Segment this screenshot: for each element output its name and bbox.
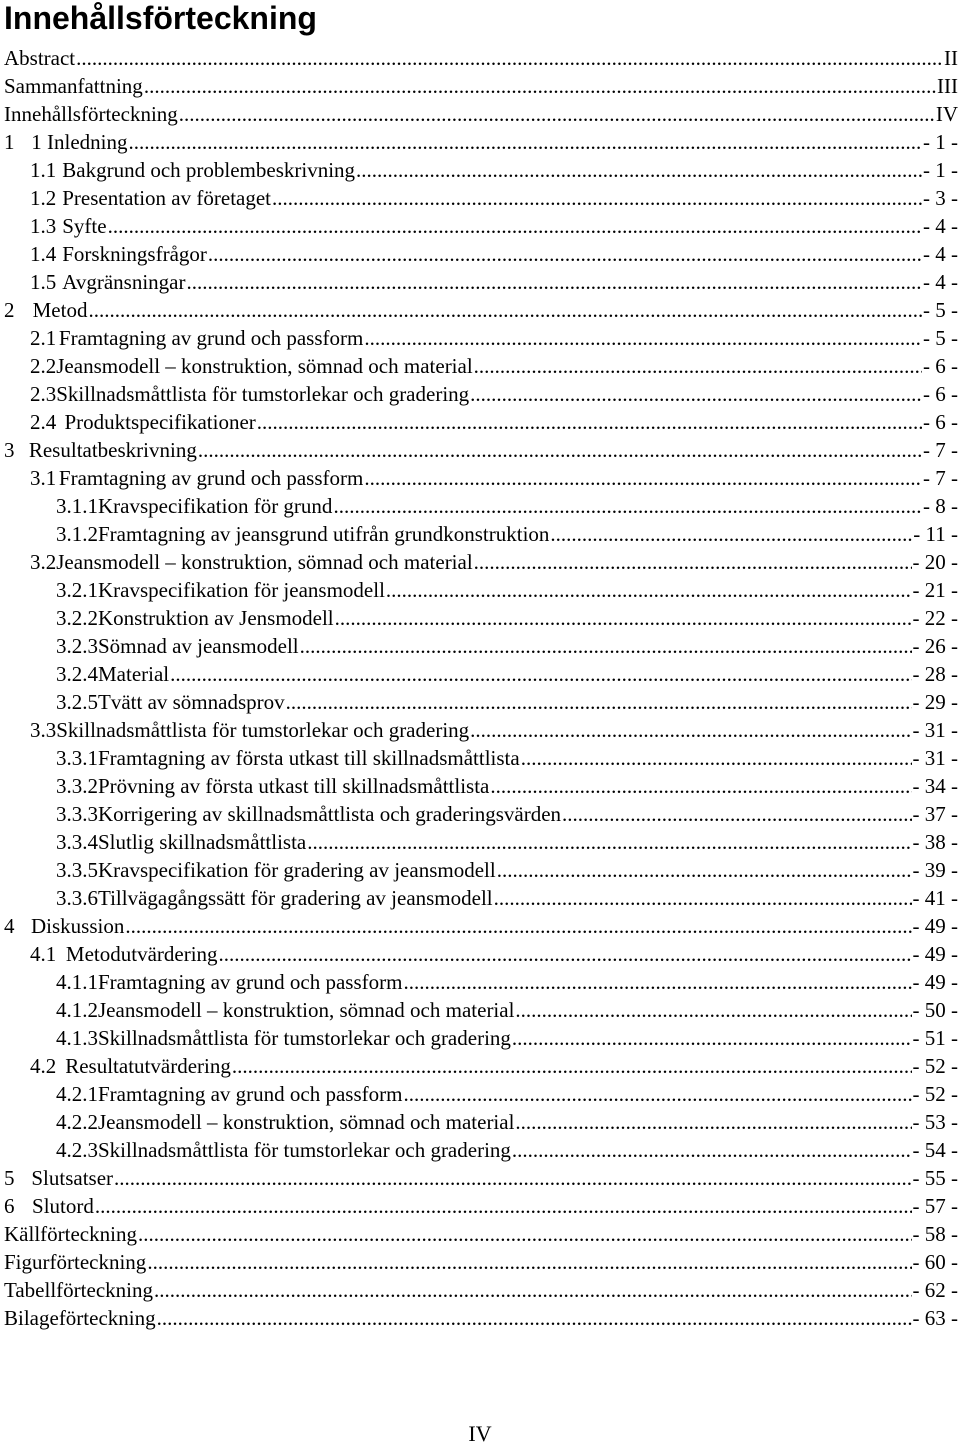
- dot-leader: [562, 800, 911, 828]
- toc-entry-page: - 52 -: [912, 1054, 958, 1078]
- dot-leader: [521, 744, 912, 772]
- toc-entry-label: Skillnadsmåttlista för tumstorlekar och gradering: [56, 718, 470, 742]
- toc-entry[interactable]: [0, 744, 958, 772]
- toc-entry[interactable]: [0, 632, 958, 660]
- toc-entry-number: 3.2.3: [56, 634, 98, 658]
- toc-entry-page: II: [944, 46, 958, 70]
- toc-entry[interactable]: [0, 940, 958, 968]
- toc-entry[interactable]: [0, 408, 958, 436]
- toc-entry[interactable]: [0, 800, 958, 828]
- dot-leader: [364, 324, 922, 352]
- toc-entry[interactable]: [0, 1164, 958, 1192]
- dot-leader: [356, 156, 922, 184]
- toc-entry-number: 4.1.2: [56, 998, 98, 1022]
- dot-leader: [333, 492, 922, 520]
- dot-leader: [154, 1276, 912, 1304]
- toc-entry[interactable]: [0, 128, 958, 156]
- toc-entry-page: III: [937, 74, 958, 98]
- toc-entry-page: - 38 -: [912, 830, 958, 854]
- toc-entry-number: 3.3.6: [56, 886, 98, 910]
- toc-entry-page: - 11 -: [913, 522, 958, 546]
- dot-leader: [403, 968, 911, 996]
- toc-entry-number: 1.4: [30, 242, 57, 266]
- dot-leader: [219, 940, 912, 968]
- toc-entry[interactable]: [0, 184, 958, 212]
- toc-entry-page: - 55 -: [912, 1166, 958, 1190]
- dot-leader: [138, 1220, 912, 1248]
- dot-leader: [114, 1164, 911, 1192]
- toc-entry-number: 2.3: [30, 382, 57, 406]
- toc-entry-number: 4.2.1: [56, 1082, 98, 1106]
- toc-entry-number: 3.3.5: [56, 858, 98, 882]
- toc-entry-page: - 58 -: [912, 1222, 958, 1246]
- toc-entry-page: - 6 -: [923, 410, 958, 434]
- dot-leader: [474, 352, 922, 380]
- dot-leader: [515, 1108, 911, 1136]
- toc-entry[interactable]: [0, 1220, 958, 1248]
- toc-entry[interactable]: [0, 604, 958, 632]
- toc-entry-number: 3.3.4: [56, 830, 98, 854]
- toc-entry-label: Material: [98, 662, 170, 686]
- toc-entry-number: 1.2: [30, 186, 57, 210]
- dot-leader: [170, 660, 911, 688]
- dot-leader: [208, 240, 922, 268]
- toc-entry-label: Diskussion: [31, 914, 125, 938]
- toc-entry-number: 3.3.3: [56, 802, 98, 826]
- toc-entry-label: Skillnadsmåttlista för tumstorlekar och gradering: [56, 382, 470, 406]
- dot-leader: [144, 72, 936, 100]
- toc-entry-label: Abstract: [4, 46, 76, 70]
- toc-entry-page: - 21 -: [912, 578, 958, 602]
- toc-entry-page: - 53 -: [912, 1110, 958, 1134]
- toc-entry[interactable]: [0, 996, 958, 1024]
- toc-entry-label: Skillnadsmåttlista för tumstorlekar och gradering: [98, 1138, 511, 1162]
- toc-entry-page: - 51 -: [912, 1026, 958, 1050]
- toc-entry-label: Konstruktion av Jensmodell: [98, 606, 334, 630]
- toc-entry-label: Framtagning av första utkast till skillnadsmåttlista: [98, 746, 520, 770]
- toc-entry[interactable]: [0, 912, 958, 940]
- toc-entry[interactable]: [0, 296, 958, 324]
- toc-entry-page: - 60 -: [912, 1250, 958, 1274]
- dot-leader: [198, 436, 922, 464]
- dot-leader: [187, 268, 923, 296]
- toc-entry-label: Figurförteckning: [4, 1250, 147, 1274]
- toc-entry[interactable]: [0, 436, 958, 464]
- toc-entry-page: - 63 -: [912, 1306, 958, 1330]
- toc-entry[interactable]: [0, 884, 958, 912]
- toc-entry-number: 3.2.1: [56, 578, 98, 602]
- toc-entry-number: 1: [4, 130, 15, 154]
- toc-entry-label: Jeansmodell – konstruktion, sömnad och material: [98, 998, 515, 1022]
- dot-leader: [95, 1192, 912, 1220]
- toc-entry[interactable]: [0, 716, 958, 744]
- toc-entry-label: Slutlig skillnadsmåttlista: [98, 830, 307, 854]
- toc-entry-page: - 50 -: [912, 998, 958, 1022]
- toc-entry-label: Presentation av företaget: [62, 186, 271, 210]
- dot-leader: [490, 772, 911, 800]
- toc-entry-page: - 3 -: [923, 186, 958, 210]
- toc-entry-page: - 7 -: [923, 438, 958, 462]
- toc-entry[interactable]: [0, 520, 958, 548]
- toc-entry[interactable]: [0, 464, 958, 492]
- toc-entry[interactable]: [0, 772, 958, 800]
- toc-entry[interactable]: [0, 1080, 958, 1108]
- toc-entry[interactable]: [0, 1276, 958, 1304]
- toc-entry-page: - 4 -: [923, 242, 958, 266]
- toc-entry-label: Slutsatser: [31, 1166, 114, 1190]
- toc-entry-number: 1.1: [30, 158, 57, 182]
- dot-leader: [403, 1080, 911, 1108]
- toc-entry-number: 5: [4, 1166, 15, 1190]
- toc-entry-label: Bakgrund och problembeskrivning: [62, 158, 356, 182]
- toc-entry[interactable]: [0, 324, 958, 352]
- toc-entry-number: 3: [4, 438, 15, 462]
- toc-entry-page: - 7 -: [923, 466, 958, 490]
- toc-entry-number: 3.3: [30, 718, 57, 742]
- toc-entry[interactable]: [0, 1108, 958, 1136]
- toc-entry-page: - 41 -: [912, 886, 958, 910]
- toc-entry-page: - 8 -: [923, 494, 958, 518]
- toc-entry[interactable]: [0, 212, 958, 240]
- toc-entry-page: - 1 -: [923, 158, 958, 182]
- toc-entry-number: 3.1: [30, 466, 57, 490]
- toc-entry[interactable]: [0, 548, 958, 576]
- dot-leader: [76, 44, 943, 72]
- toc-entry-page: - 62 -: [912, 1278, 958, 1302]
- toc-entry-label: Framtagning av grund och passform: [58, 326, 364, 350]
- toc-entry-number: 2.4: [30, 410, 57, 434]
- dot-leader: [157, 1304, 912, 1332]
- toc-entry-page: - 26 -: [912, 634, 958, 658]
- toc-entry-label: Källförteckning: [4, 1222, 137, 1246]
- toc-entry[interactable]: [0, 856, 958, 884]
- toc-entry-label: Kravspecifikation för jeansmodell: [98, 578, 385, 602]
- toc-entry-label: Jeansmodell – konstruktion, sömnad och material: [98, 1110, 515, 1134]
- toc-entry-page: - 6 -: [923, 382, 958, 406]
- dot-leader: [108, 212, 922, 240]
- dot-leader: [474, 548, 912, 576]
- toc-entry-number: 3.2: [30, 550, 57, 574]
- toc-entry-label: Tillvägagångssätt för gradering av jeansmodell: [98, 886, 493, 910]
- toc-entry-label: Tvätt av sömnadsprov: [98, 690, 285, 714]
- toc-entry[interactable]: [0, 660, 958, 688]
- toc-entry[interactable]: [0, 968, 958, 996]
- toc-entry-label: Metodutvärdering: [65, 942, 218, 966]
- toc-entry-label: Framtagning av grund och passform: [98, 970, 403, 994]
- dot-leader: [470, 716, 911, 744]
- toc-entry[interactable]: [0, 828, 958, 856]
- toc-entry-label: Produktspecifikationer: [64, 410, 256, 434]
- toc-entry-label: Prövning av första utkast till skillnadsmåttlista: [98, 774, 490, 798]
- dot-leader: [257, 408, 922, 436]
- toc-entry[interactable]: [0, 44, 958, 72]
- toc-entry[interactable]: [0, 1248, 958, 1276]
- dot-leader: [515, 996, 911, 1024]
- toc-entry-page: - 20 -: [912, 550, 958, 574]
- toc-entry-number: 4.2: [30, 1054, 57, 1078]
- toc-entry-number: 3.1.1: [56, 494, 98, 518]
- dot-leader: [232, 1052, 912, 1080]
- toc-entry-label: Tabellförteckning: [4, 1278, 153, 1302]
- toc-entry-number: 4.2.3: [56, 1138, 98, 1162]
- toc-entry-label: Framtagning av jeansgrund utifrån grundkonstruktion: [98, 522, 550, 546]
- toc-entry[interactable]: [0, 1192, 958, 1220]
- toc-entry-label: Jeansmodell – konstruktion, sömnad och material: [56, 354, 473, 378]
- toc-entry-page: - 4 -: [923, 270, 958, 294]
- toc-entry-number: 1.3: [30, 214, 57, 238]
- toc-entry-page: - 52 -: [912, 1082, 958, 1106]
- toc-entry[interactable]: [0, 492, 958, 520]
- toc-entry-number: 2.1: [30, 326, 57, 350]
- dot-leader: [335, 604, 912, 632]
- toc-entry-number: 2: [4, 298, 15, 322]
- dot-leader: [300, 632, 912, 660]
- toc-entry[interactable]: [0, 1052, 958, 1080]
- toc-entry-label: Syfte: [62, 214, 107, 238]
- toc-entry-page: - 28 -: [912, 662, 958, 686]
- toc-entry[interactable]: [0, 1024, 958, 1052]
- toc-entry-page: - 1 -: [923, 130, 958, 154]
- toc-entry[interactable]: [0, 380, 958, 408]
- toc-entry-number: 4.1: [30, 942, 57, 966]
- dot-leader: [470, 380, 922, 408]
- dot-leader: [512, 1024, 912, 1052]
- toc-entry[interactable]: [0, 352, 958, 380]
- toc-entry-page: - 22 -: [912, 606, 958, 630]
- dot-leader: [364, 464, 922, 492]
- toc-entry-label: Avgränsningar: [62, 270, 186, 294]
- dot-leader: [550, 520, 912, 548]
- toc-entry[interactable]: [0, 100, 958, 128]
- toc-entry-page: - 4 -: [923, 214, 958, 238]
- toc-entry-number: 4.2.2: [56, 1110, 98, 1134]
- toc-entry[interactable]: [0, 688, 958, 716]
- toc-entry-label: Framtagning av grund och passform: [58, 466, 364, 490]
- toc-entry[interactable]: [0, 268, 958, 296]
- toc-entry-label: Korrigering av skillnadsmåttlista och graderingsvärden: [98, 802, 562, 826]
- toc-entry-number: 4.1.1: [56, 970, 98, 994]
- toc-entry[interactable]: [0, 1136, 958, 1164]
- toc-entry-page: - 31 -: [912, 718, 958, 742]
- dot-leader: [272, 184, 922, 212]
- toc-entry-number: 3.1.2: [56, 522, 98, 546]
- toc-entry-label: Jeansmodell – konstruktion, sömnad och material: [56, 550, 473, 574]
- dot-leader: [386, 576, 912, 604]
- dot-leader: [512, 1136, 912, 1164]
- toc-entry-page: - 6 -: [923, 354, 958, 378]
- toc-entry-number: 3.2.4: [56, 662, 98, 686]
- toc-entry-number: 3.2.5: [56, 690, 98, 714]
- toc-entry-number: 3.2.2: [56, 606, 98, 630]
- toc-entry-number: 3.3.1: [56, 746, 98, 770]
- dot-leader: [307, 828, 911, 856]
- toc-entry-label: 1 Inledning: [31, 130, 128, 154]
- dot-leader: [128, 128, 922, 156]
- toc-entry-number: 3.3.2: [56, 774, 98, 798]
- toc-entry-label: Metod: [32, 298, 88, 322]
- toc-entry-label: Sömnad av jeansmodell: [98, 634, 299, 658]
- toc-entry-number: 1.5: [30, 270, 57, 294]
- dot-leader: [494, 884, 912, 912]
- page-title: Innehållsförteckning: [4, 0, 317, 36]
- toc-entry-label: Forskningsfrågor: [62, 242, 207, 266]
- toc-entry[interactable]: [0, 1304, 958, 1332]
- dot-leader: [179, 100, 935, 128]
- dot-leader: [88, 296, 922, 324]
- toc-entry-page: - 34 -: [912, 774, 958, 798]
- toc-entry[interactable]: [0, 156, 958, 184]
- toc-entry-page: - 37 -: [912, 802, 958, 826]
- toc-entry-label: Kravspecifikation för grund: [98, 494, 333, 518]
- toc-entry-page: - 49 -: [912, 914, 958, 938]
- dot-leader: [286, 688, 912, 716]
- toc-entry-number: 4: [4, 914, 15, 938]
- dot-leader: [497, 856, 912, 884]
- dot-leader: [125, 912, 911, 940]
- toc-entry-label: Kravspecifikation för gradering av jeansmodell: [98, 858, 496, 882]
- toc-entry-page: - 57 -: [912, 1194, 958, 1218]
- toc-entry-page: - 5 -: [923, 326, 958, 350]
- toc-entry[interactable]: [0, 240, 958, 268]
- toc-entry-label: Framtagning av grund och passform: [98, 1082, 403, 1106]
- toc-entry[interactable]: [0, 72, 958, 100]
- toc-entry-page: - 49 -: [912, 942, 958, 966]
- toc-entry-page: - 39 -: [912, 858, 958, 882]
- toc-entry-number: 2.2: [30, 354, 57, 378]
- dot-leader: [147, 1248, 911, 1276]
- toc-entry-page: - 49 -: [912, 970, 958, 994]
- toc-entry[interactable]: [0, 576, 958, 604]
- toc-entry-page: - 31 -: [912, 746, 958, 770]
- toc-entry-label: Skillnadsmåttlista för tumstorlekar och gradering: [98, 1026, 511, 1050]
- toc-entry-label: Slutord: [32, 1194, 94, 1218]
- toc-entry-page: - 29 -: [912, 690, 958, 714]
- toc-entry-label: Resultatutvärdering: [65, 1054, 231, 1078]
- toc-entry-number: 4.1.3: [56, 1026, 98, 1050]
- toc-entry-label: Sammanfattning: [4, 74, 143, 98]
- page-number: IV: [468, 1421, 492, 1446]
- toc-entry-label: Resultatbeskrivning: [28, 438, 197, 462]
- toc-entry-label: Innehållsförteckning: [4, 102, 178, 126]
- toc-entry-page: - 54 -: [912, 1138, 958, 1162]
- toc-entry-page: - 5 -: [923, 298, 958, 322]
- toc-entry-number: 6: [4, 1194, 15, 1218]
- toc-entry-label: Bilageförteckning: [4, 1306, 156, 1330]
- toc-entry-page: IV: [935, 102, 958, 126]
